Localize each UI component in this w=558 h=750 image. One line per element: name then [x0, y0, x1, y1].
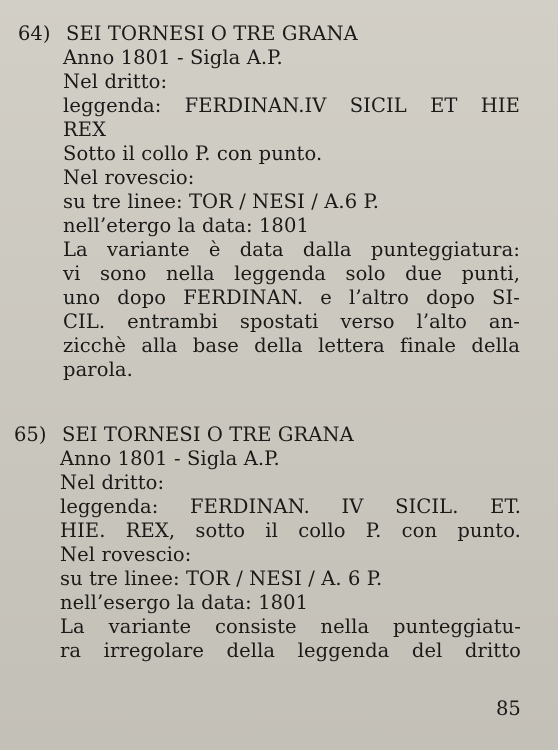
entry-line: leggenda: FERDINAN. IV SICIL. ET.	[60, 495, 521, 518]
entry-title: SEI TORNESI O TRE GRANA	[62, 423, 354, 446]
entry-title: SEI TORNESI O TRE GRANA	[66, 22, 358, 45]
entry-line: su tre linee: TOR / NESI / A. 6 P.	[60, 567, 383, 590]
page-number: 85	[496, 697, 521, 720]
entry-line: HIE. REX, sotto il collo P. con punto.	[60, 519, 521, 542]
entry-line: Nel dritto:	[63, 70, 168, 93]
entry-line: Nel dritto:	[60, 471, 165, 494]
entry-line: Sotto il collo P. con punto.	[63, 142, 323, 165]
entry-number: 65)	[14, 423, 47, 446]
entry-line: zicchè alla base della lettera finale della	[63, 334, 520, 357]
entry-line: uno dopo FERDINAN. e l’altro dopo SI-	[63, 286, 520, 309]
entry-line: Anno 1801 - Sigla A.P.	[63, 46, 283, 69]
entry-line: vi sono nella leggenda solo due punti,	[63, 262, 520, 285]
entry-line: Nel rovescio:	[63, 166, 195, 189]
entry-line: su tre linee: TOR / NESI / A.6 P.	[63, 190, 380, 213]
entry-line: ra irregolare della leggenda del dritto	[60, 639, 521, 662]
entry-line: Nel rovescio:	[60, 543, 192, 566]
entry-line: REX	[63, 118, 107, 141]
entry-line: nell’etergo la data: 1801	[63, 214, 309, 237]
entry-line: leggenda: FERDINAN.IV SICIL ET HIE	[63, 94, 520, 117]
entry-line: La variante è data dalla punteggiatura:	[63, 238, 520, 261]
entry-line: Anno 1801 - Sigla A.P.	[60, 447, 280, 470]
entry-line: parola.	[63, 358, 133, 381]
entry-line: La variante consiste nella punteggiatu-	[60, 615, 521, 638]
entry-line: CIL. entrambi spostati verso l’alto an-	[63, 310, 520, 333]
entry-line: nell’esergo la data: 1801	[60, 591, 309, 614]
entry-number: 64)	[18, 22, 51, 45]
